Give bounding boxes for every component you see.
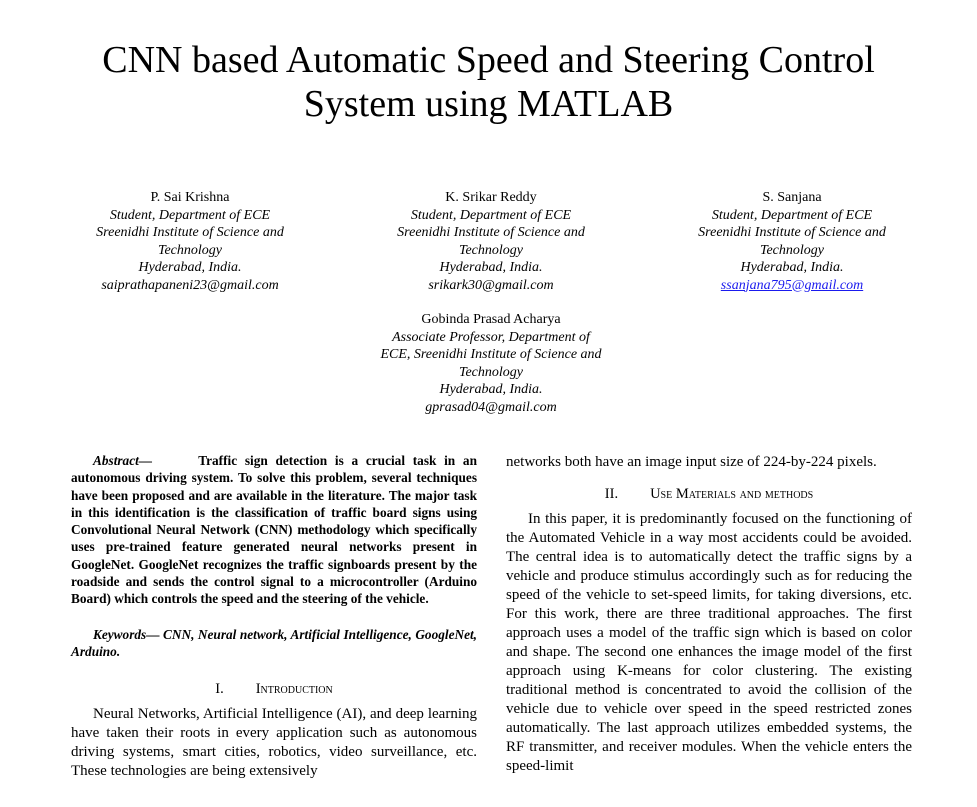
author-location: Hyderabad, India. xyxy=(740,260,844,275)
author-affiliation: Sreenidhi Institute of Science and xyxy=(397,225,585,240)
author-block-3 xyxy=(662,189,922,294)
author-role: Student, Department of ECE xyxy=(711,207,873,223)
methods-paragraph: In this paper, it is predominantly focused on the functioning of the Automated Vehicle in a way most accidents could be avoided. The central idea is to automatically detect the traffic signs by a vehicle and produce stimulus accordingly such as for reducing the speed of the vehicle to set-speed limits, for taking diversions, etc. For this work, there are three traditional approaches. The first approach uses a model of the traffic sign which is based on color and shape. The second one enhances the image model of the first approach using K-means for color clustering. The existing traditional method is concentrated to avoid the collision of the vehicle due to vehicle over speed in the speed restricted zones automatically. The last approach utilizes embedded systems, the RF transmitter, and receiver modules. When the vehicle enters the speed-limit xyxy=(506,511,912,774)
right-column xyxy=(506,453,912,776)
author-name: Gobinda Prasad Acharya xyxy=(421,312,561,327)
author-affiliation-cont: Technology xyxy=(458,242,524,258)
section-number: II. xyxy=(604,486,619,502)
section-heading-methods xyxy=(506,486,912,503)
author-affiliation: ECE, Sreenidhi Institute of Science and xyxy=(380,347,602,362)
author-location: Hyderabad, India. xyxy=(439,382,543,397)
section-title: Introduction xyxy=(255,681,333,698)
section-number: I. xyxy=(215,681,224,698)
continued-paragraph: networks both have an image input size of 224-by-224 pixels. xyxy=(506,454,877,470)
author-block-4 xyxy=(361,311,621,416)
paper-title xyxy=(0,38,977,126)
title-line-2: System using MATLAB xyxy=(303,83,674,125)
author-name: K. Srikar Reddy xyxy=(445,190,537,205)
author-block-1 xyxy=(60,189,320,294)
introduction-paragraph: Neural Networks, Artificial Intelligence (AI), and deep learning have taken their roots in every application such as autonomous driving systems, smart cities, robotics, video surveillance, etc. These technologies are being extensively xyxy=(71,706,477,780)
author-name: S. Sanjana xyxy=(762,190,822,205)
abstract-text: Traffic sign detection is a crucial task in an autonomous driving system. To solve this problem, several techniques have been proposed and are available in the literature. The major task in this identification is the classification of traffic board signs using Convolutional Neural Network (CNN) methodology which specifically uses pre-trained feature generated neural networks present in GoogleNet. GoogleNet recognizes the traffic signboards present by the roadside and sends the control signal to a microcontroller (Arduino Board) which controls the speed and the steering of the vehicle. xyxy=(71,453,477,607)
author-role: Student, Department of ECE xyxy=(109,207,271,223)
abstract-label: Abstract— xyxy=(93,453,153,468)
left-column xyxy=(71,452,477,781)
author-affiliation: Sreenidhi Institute of Science and xyxy=(698,225,886,240)
author-role: Student, Department of ECE xyxy=(410,207,572,223)
author-affiliation-cont: Technology xyxy=(157,242,223,258)
keywords-text: CNN, Neural network, Artificial Intelligence, GoogleNet, Arduino. xyxy=(71,626,477,659)
section-heading-introduction xyxy=(71,681,477,698)
author-affiliation: Sreenidhi Institute of Science and xyxy=(96,225,284,240)
author-affiliation-cont: Technology xyxy=(458,364,524,380)
author-affiliation-cont: Technology xyxy=(759,242,825,258)
keywords xyxy=(71,626,477,661)
abstract xyxy=(71,452,477,608)
title-line-1: CNN based Automatic Speed and Steering Control xyxy=(102,39,875,81)
author-email: saiprathapaneni23@gmail.com xyxy=(101,277,279,293)
section-title: Use Materials and methods xyxy=(650,486,814,502)
author-name: P. Sai Krishna xyxy=(150,190,230,205)
author-location: Hyderabad, India. xyxy=(138,260,242,275)
author-email: gprasad04@gmail.com xyxy=(425,399,557,415)
keywords-label: Keywords— xyxy=(93,626,160,642)
author-block-2 xyxy=(361,189,621,294)
author-email: srikark30@gmail.com xyxy=(428,277,554,293)
author-email-link[interactable]: ssanjana795@gmail.com xyxy=(720,277,864,293)
author-role: Associate Professor, Department of xyxy=(392,329,590,345)
author-location: Hyderabad, India. xyxy=(439,260,543,275)
